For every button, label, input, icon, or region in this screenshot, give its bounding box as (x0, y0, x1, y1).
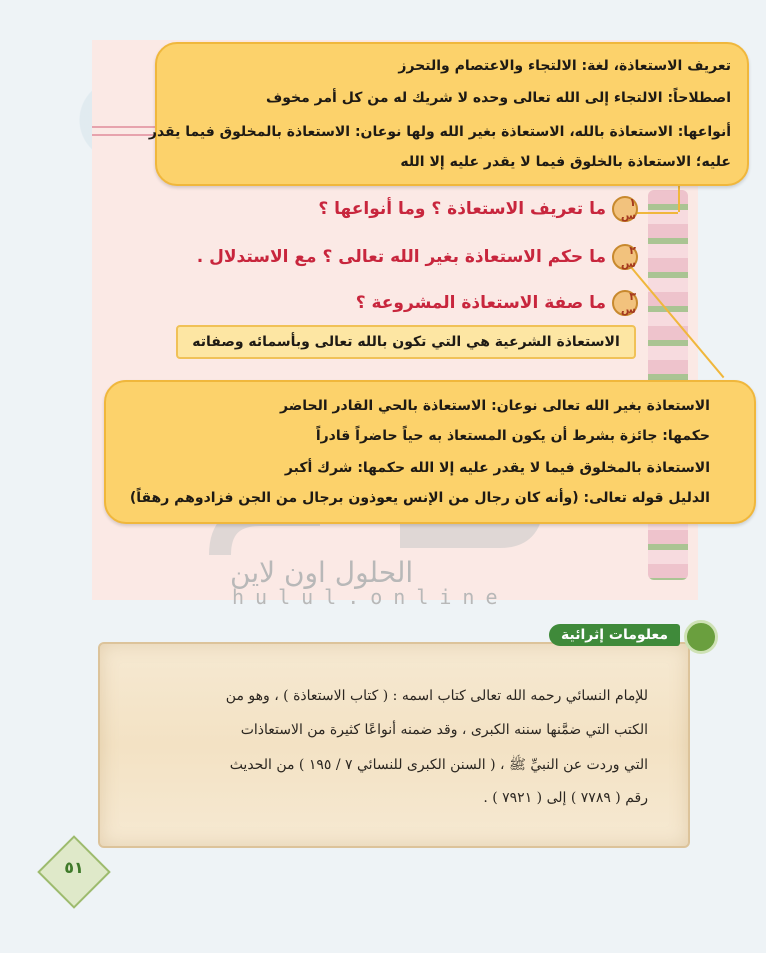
watermark-arabic: الحلول اون لاين (230, 556, 414, 589)
answer-box: الاستعاذة الشرعية هي التي تكون بالله تعالى وبأسمائه وصفاته (176, 325, 636, 359)
ruling-callout (104, 380, 756, 524)
question-badge: ٢ س (612, 244, 638, 270)
info-line: التي وردت عن النبيِّ ﷺ ، ( السنن الكبرى للنسائي ٧ / ١٩٥ ) من الحديث (229, 757, 648, 773)
info-parchment (98, 642, 690, 848)
callout-line: الاستعاذة بغير الله تعالى نوعان: الاستعاذة بالحي القادر الحاضر (279, 398, 710, 414)
question-3 (356, 290, 638, 316)
info-header (548, 620, 726, 656)
callout-line: أنواعها: الاستعاذة بالله، الاستعاذة بغير الله ولها نوعان: الاستعاذة بالمخلوق فيما يقدر (148, 124, 731, 140)
question-text: ما صفة الاستعاذة المشروعة ؟ (355, 293, 606, 313)
info-line: للإمام النسائي رحمه الله تعالى كتاب اسمه : ( كتاب الاستعاذة ) ، وهو من (225, 688, 648, 704)
question-badge: ٣ س (612, 290, 638, 316)
question-text: ما حكم الاستعاذة بغير الله تعالى ؟ مع الاستدلال . (196, 247, 606, 267)
question-1 (318, 196, 638, 222)
callout-line: حكمها: جائزة بشرط أن يكون المستعاذ به حياً حاضراً قادراً (315, 428, 710, 444)
callout-line: اصطلاحاً: الالتجاء إلى الله تعالى وحده لا شريك له من كل أمر مخوف (265, 90, 731, 106)
connector-line (678, 184, 680, 212)
question-2 (197, 244, 638, 270)
watermark-latin: hulul.online (232, 585, 509, 609)
medallion-icon (684, 620, 718, 654)
callout-line: الدليل قوله تعالى: (وأنه كان رجال من الإنس يعوذون برجال من الجن فزادوهم رهقاً) (129, 490, 710, 506)
info-line: رقم ( ٧٧٨٩ ) إلى ( ٧٩٢١ ) . (483, 790, 648, 806)
info-line: الكتب التي ضمَّنها سننه الكبرى ، وقد ضمنه أنواعًا كثيرة من الاستعاذات (240, 722, 648, 738)
definition-callout (148, 42, 749, 186)
callout-line: تعريف الاستعاذة، لغة: الالتجاء والاعتصام والتحرز (398, 58, 731, 74)
callout-line: الاستعاذة بالمخلوق فيما لا يقدر عليه إلا الله حكمها: شرك أكبر (284, 460, 710, 476)
info-title: معلومات إثرائية (549, 624, 680, 646)
page-number: ٥١ (64, 858, 84, 877)
page-number-badge (36, 842, 112, 902)
callout-line: عليه؛ الاستعاذة بالخلوق فيما لا يقدر عليه إلا الله (400, 154, 731, 170)
question-text: ما تعريف الاستعاذة ؟ وما أنواعها ؟ (318, 199, 606, 219)
question-badge: ١ س (612, 196, 638, 222)
